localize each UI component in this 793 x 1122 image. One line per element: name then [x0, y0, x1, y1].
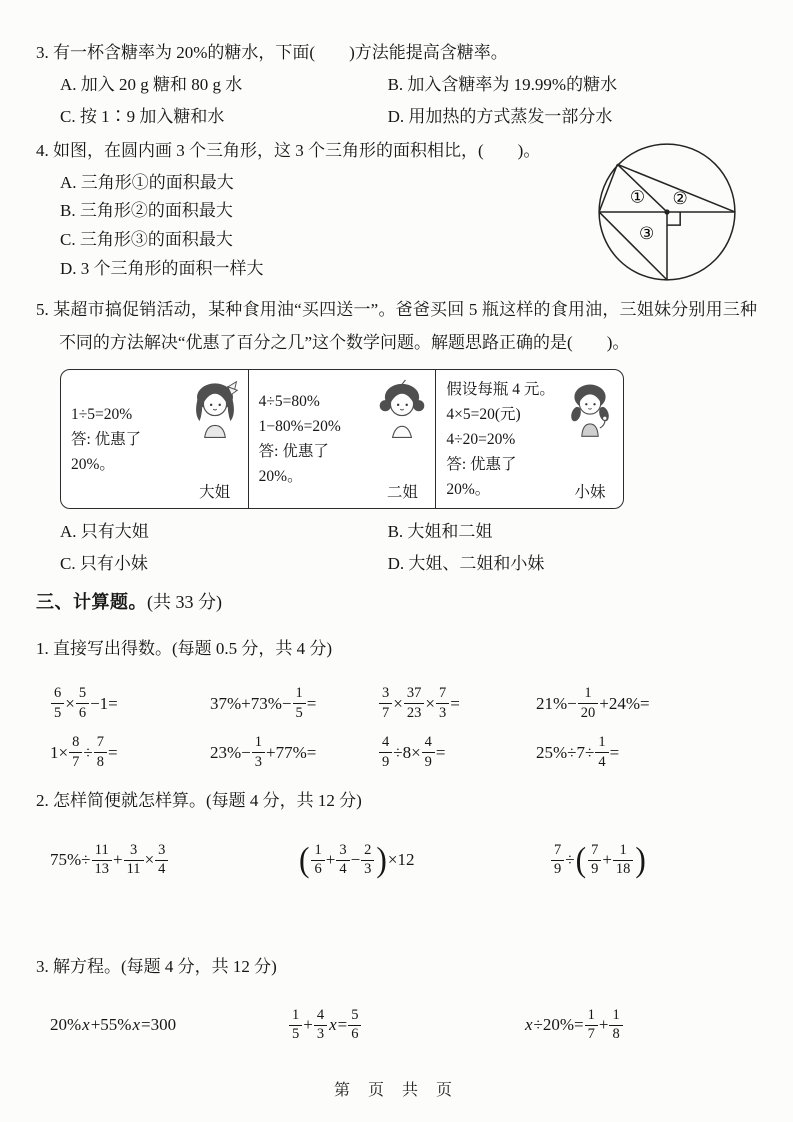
math-expression: 23%− $\frac{1}{3}$ +77%= [210, 733, 317, 770]
math-expression: 25%÷7÷ $\frac{1}{4}$ = [536, 733, 620, 770]
triangle-label-1: ① [629, 188, 646, 208]
sister-name: 小妹 [574, 484, 606, 502]
math-expression: 21%− $\frac{1}{20}$ +24%= [536, 684, 650, 721]
girl-dajie-illustration [191, 379, 239, 441]
question-5-methods-table [60, 369, 624, 510]
math-expression: 37%+73%− $\frac{1}{5}$ = [210, 684, 317, 721]
dajie-figure [188, 377, 242, 503]
math-expression: $\frac{4}{9}$ ÷8× $\frac{4}{9}$ = [378, 735, 536, 770]
question-5-option-c: C. 只有小妹 [60, 554, 148, 573]
table-cell-erjie [248, 370, 436, 509]
question-3 [36, 40, 757, 133]
part1-title: 1. 直接写出得数。(每题 0.5 分，共 4 分) [36, 638, 333, 658]
circle-triangles-diagram [591, 140, 743, 288]
girl-xiaomei-illustration [567, 379, 613, 441]
question-5-option-a: A. 只有大姐 [60, 522, 149, 542]
question-3-option-b: B. 加入含糖率为 19.99%的糖水 [387, 75, 618, 95]
section-title-score: (共 33 分) [147, 591, 222, 612]
work-line: 答: 优惠了 20%。 [258, 443, 329, 486]
question-3-options [36, 69, 757, 133]
table-cell-xiaomei [435, 370, 623, 509]
question-5 [36, 294, 757, 580]
math-expression: $\frac{6}{5}$ × $\frac{5}{6}$ −1= [50, 686, 210, 721]
erjie-work [259, 377, 376, 503]
math-expression: 1× $\frac{8}{7}$ ÷ $\frac{7}{8}$ = [50, 733, 118, 770]
part3-title: 3. 解方程。(每题 4 分，共 12 分) [36, 957, 277, 977]
erjie-figure [375, 377, 429, 503]
dajie-work [71, 377, 188, 503]
sister-name: 二姐 [386, 484, 418, 502]
page-footer: 第 页 共 页 [333, 1082, 459, 1099]
work-line: 答: 优惠了 20%。 [446, 455, 517, 498]
work-line: 假设每瓶 4 元。 [446, 380, 555, 398]
question-3-option-a: A. 加入 20 g 糖和 80 g 水 [60, 75, 243, 95]
xiaomei-figure [563, 377, 617, 503]
work-line: 4×5=20(元) [446, 405, 521, 423]
work-line: 4÷20=20% [446, 430, 516, 448]
center-dot [664, 210, 669, 215]
question-4-option-c: C. 三角形③的面积最大 [60, 230, 233, 250]
question-4-options [36, 169, 591, 285]
math-expression: $\frac{7}{9}$ ÷ ( $\frac{7}{9}$ + $\frac{1}{18}$ ) [550, 842, 757, 878]
triangle-label-2: ② [672, 189, 688, 209]
work-line: 1÷5=20% [71, 405, 133, 423]
simplify-calc-row [36, 831, 757, 889]
math-expression: x ÷20%= $\frac{1}{7}$ + $\frac{1}{8}$ [524, 1008, 757, 1043]
question-4-stem: 4. 如图，在圆内画 3 个三角形，这 3 个三角形的面积相比，( )。 [36, 141, 541, 161]
question-3-stem: 3. 有一杯含糖率为 20%的糖水，下面( )方法能提高含糖率。 [36, 43, 508, 62]
math-expression: 20% x +55% x =300 [50, 1015, 177, 1035]
work-line: 答: 优惠了 20%。 [71, 430, 142, 473]
math-expression: $\frac{1}{5}$ + $\frac{4}{3}$ x = $\frac{5}{6}$ [288, 1008, 524, 1043]
triangle-label-3: ③ [639, 224, 655, 244]
question-5-option-b: B. 大姐和二姐 [387, 522, 493, 542]
question-5-stem: 5. 某超市搞促销活动，某种食用油“买四送一”。爸爸买回 5 瓶这样的食用油，三姐妹分别用三种不同的方法解决“优惠了百分之几”这个数学问题。解题思路正确的是( )。 [36, 300, 757, 352]
question-4-option-d: D. 3 个三角形的面积一样大 [60, 259, 264, 279]
question-4 [36, 138, 757, 288]
work-line: 4÷5=80% [258, 393, 320, 411]
section-title-text: 三、计算题。 [36, 591, 147, 612]
section-calculation-title [36, 589, 757, 617]
part2-title: 2. 怎样简便就怎样算。(每题 4 分，共 12 分) [36, 791, 362, 811]
question-4-option-b: B. 三角形②的面积最大 [60, 201, 233, 221]
sister-name: 大姐 [199, 484, 231, 502]
working-space [36, 889, 757, 951]
math-expression: $\frac{3}{7}$ × $\frac{37}{23}$ × $\frac{7}{3}$ = [378, 686, 536, 721]
question-4-text-column [36, 138, 591, 284]
question-3-option-c: C. 按 1∶9 加入糖和水 [60, 107, 225, 127]
math-expression: ( $\frac{1}{6}$ + $\frac{3}{4}$ − $\frac{2}{3}$ ) ×12 [299, 840, 415, 880]
direct-calc-row-2 [36, 728, 757, 777]
section-calculation [36, 589, 757, 1053]
question-3-option-d: D. 用加热的方式蒸发一部分水 [387, 107, 613, 127]
xiaomei-work [446, 377, 563, 503]
work-line: 1−80%=20% [258, 418, 341, 436]
math-expression: 75%÷ $\frac{11}{13}$ + $\frac{3}{11}$ × $\frac{3}{4}$ [50, 843, 298, 878]
question-4-option-a: A. 三角形①的面积最大 [60, 172, 234, 192]
right-angle-mark [667, 212, 680, 225]
girl-erjie-illustration [378, 379, 426, 441]
direct-calc-row-1 [36, 679, 757, 728]
table-cell-dajie [61, 370, 248, 509]
equations-row [36, 997, 757, 1053]
question-5-option-d: D. 大姐、二姐和小妹 [387, 554, 545, 573]
question-5-options [36, 516, 757, 580]
